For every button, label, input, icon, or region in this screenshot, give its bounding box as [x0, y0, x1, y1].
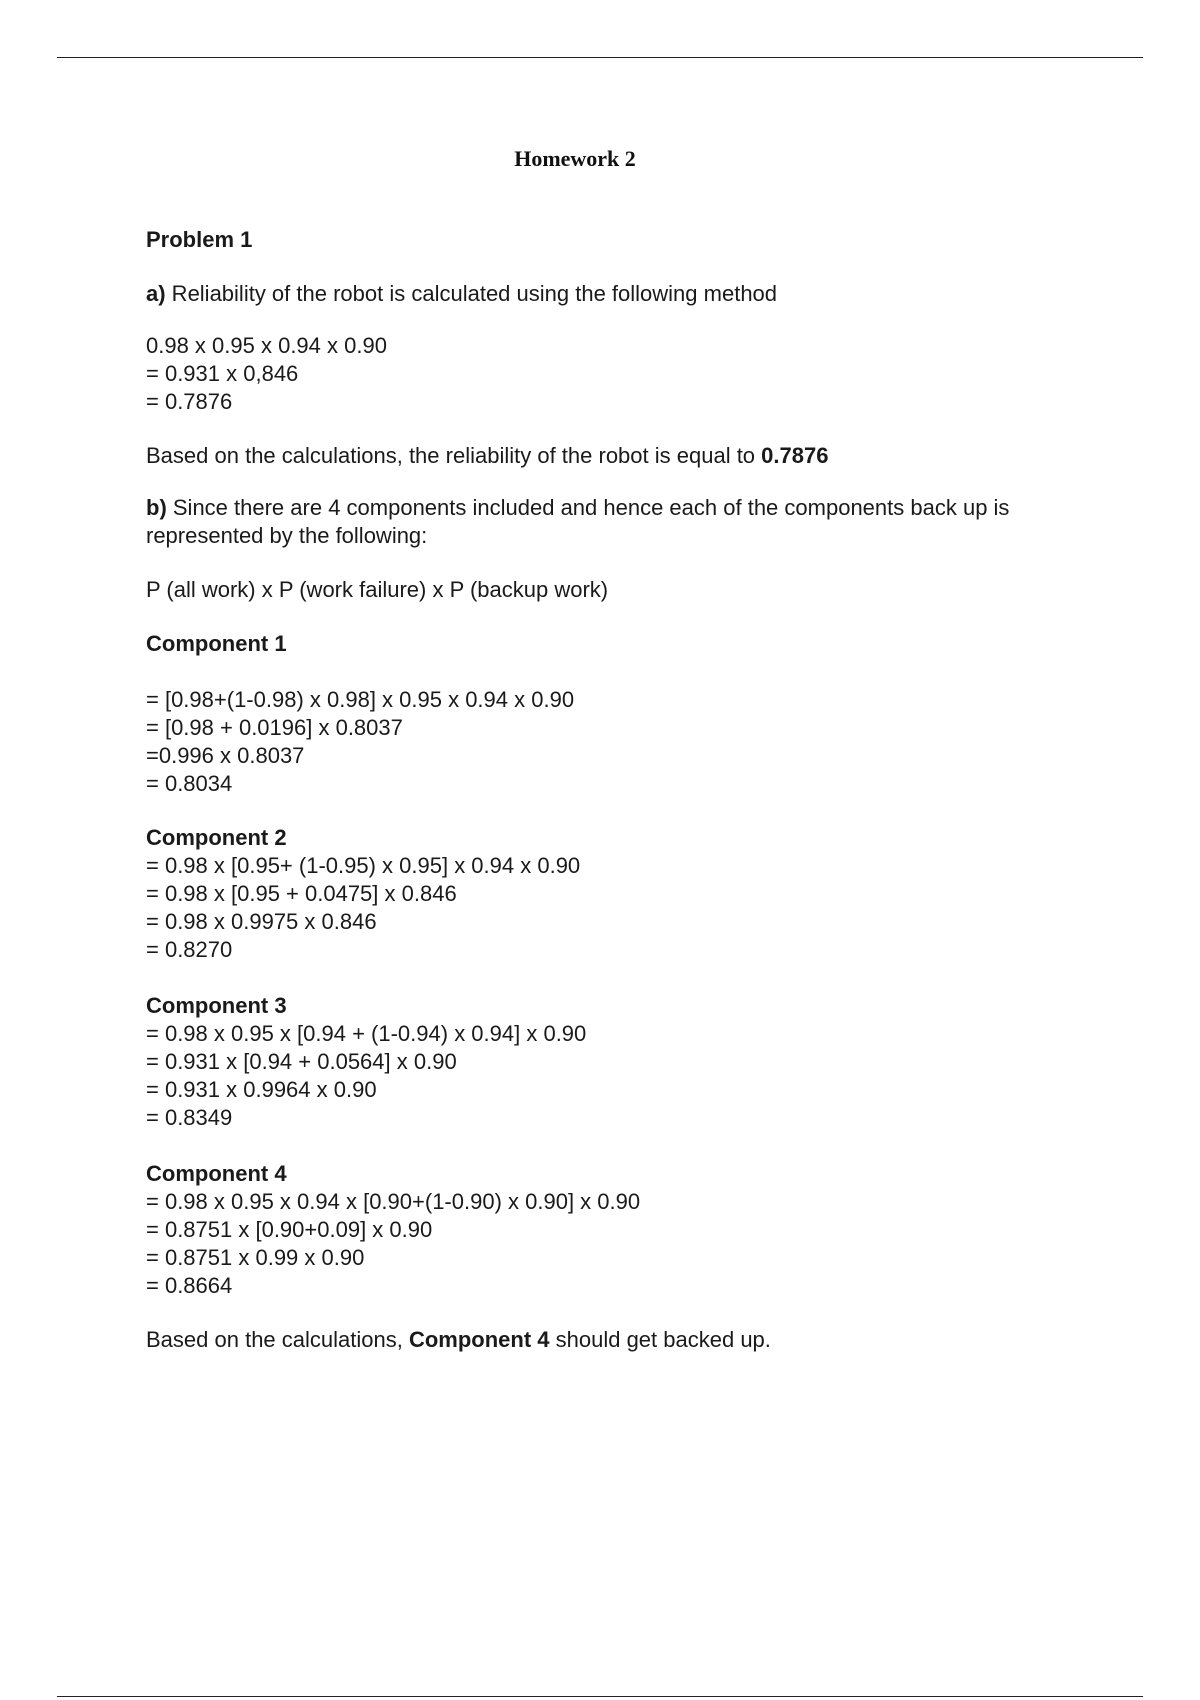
calc-line: 0.98 x 0.95 x 0.94 x 0.90	[146, 333, 387, 358]
part-b-label: b)	[146, 495, 167, 520]
calc-line: = 0.8751 x [0.90+0.09] x 0.90	[146, 1217, 433, 1242]
calc-line: = 0.98 x [0.95 + 0.0475] x 0.846	[146, 881, 457, 906]
part-b-formula: P (all work) x P (work failure) x P (backup work)	[146, 577, 609, 602]
component-1-heading: Component 1	[146, 631, 287, 656]
calc-line: = 0.931 x [0.94 + 0.0564] x 0.90	[146, 1049, 457, 1074]
component-4-heading: Component 4	[146, 1161, 287, 1186]
part-a-calculation	[146, 332, 1086, 416]
document-title: Homework 2	[514, 146, 636, 171]
calc-line: = 0.8270	[146, 937, 233, 962]
part-a-label: a)	[146, 281, 166, 306]
part-b-conclusion-prefix: Based on the calculations,	[146, 1327, 409, 1352]
part-a-conclusion	[146, 442, 1086, 470]
part-a-conclusion-value: 0.7876	[761, 443, 829, 468]
calc-line: = 0.98 x 0.9975 x 0.846	[146, 909, 377, 934]
document-body	[146, 226, 1086, 1354]
calc-line: = 0.7876	[146, 389, 233, 414]
calc-line: = 0.98 x 0.95 x 0.94 x [0.90+(1-0.90) x 0.90] x 0.90	[146, 1189, 641, 1214]
part-a-intro	[146, 280, 1086, 308]
top-rule	[57, 57, 1143, 58]
calc-line: = 0.8034	[146, 771, 233, 796]
calc-line: = 0.8751 x 0.99 x 0.90	[146, 1245, 365, 1270]
calc-line: = 0.8664	[146, 1273, 233, 1298]
calc-line: = 0.98 x 0.95 x [0.94 + (1-0.94) x 0.94] x 0.90	[146, 1021, 587, 1046]
calc-line: = [0.98 + 0.0196] x 0.8037	[146, 715, 403, 740]
component-3-calculation	[146, 992, 1086, 1132]
part-b-text: Since there are 4 components included and hence each of the components back up is represented by the following:	[146, 495, 1010, 548]
part-b-conclusion-suffix: should get backed up.	[549, 1327, 771, 1352]
part-a-text: Reliability of the robot is calculated using the following method	[165, 281, 778, 306]
component-1-calculation	[146, 686, 1086, 798]
component-2-calculation	[146, 824, 1086, 964]
part-b-intro	[146, 494, 1086, 550]
component-3-heading: Component 3	[146, 993, 287, 1018]
part-b-conclusion	[146, 1326, 1086, 1354]
part-a-conclusion-text: Based on the calculations, the reliability of the robot is equal to	[146, 443, 762, 468]
calc-line: = 0.931 x 0,846	[146, 361, 299, 386]
problem-heading: Problem 1	[146, 227, 253, 252]
calc-line: =0.996 x 0.8037	[146, 743, 305, 768]
calc-line: = 0.8349	[146, 1105, 233, 1130]
component-4-calculation	[146, 1160, 1086, 1300]
bottom-rule	[57, 1696, 1143, 1697]
calc-line: = [0.98+(1-0.98) x 0.98] x 0.95 x 0.94 x 0.90	[146, 687, 575, 712]
calc-line: = 0.931 x 0.9964 x 0.90	[146, 1077, 377, 1102]
component-2-heading: Component 2	[146, 825, 287, 850]
calc-line: = 0.98 x [0.95+ (1-0.95) x 0.95] x 0.94 x 0.90	[146, 853, 581, 878]
part-b-conclusion-component: Component 4	[408, 1327, 550, 1352]
